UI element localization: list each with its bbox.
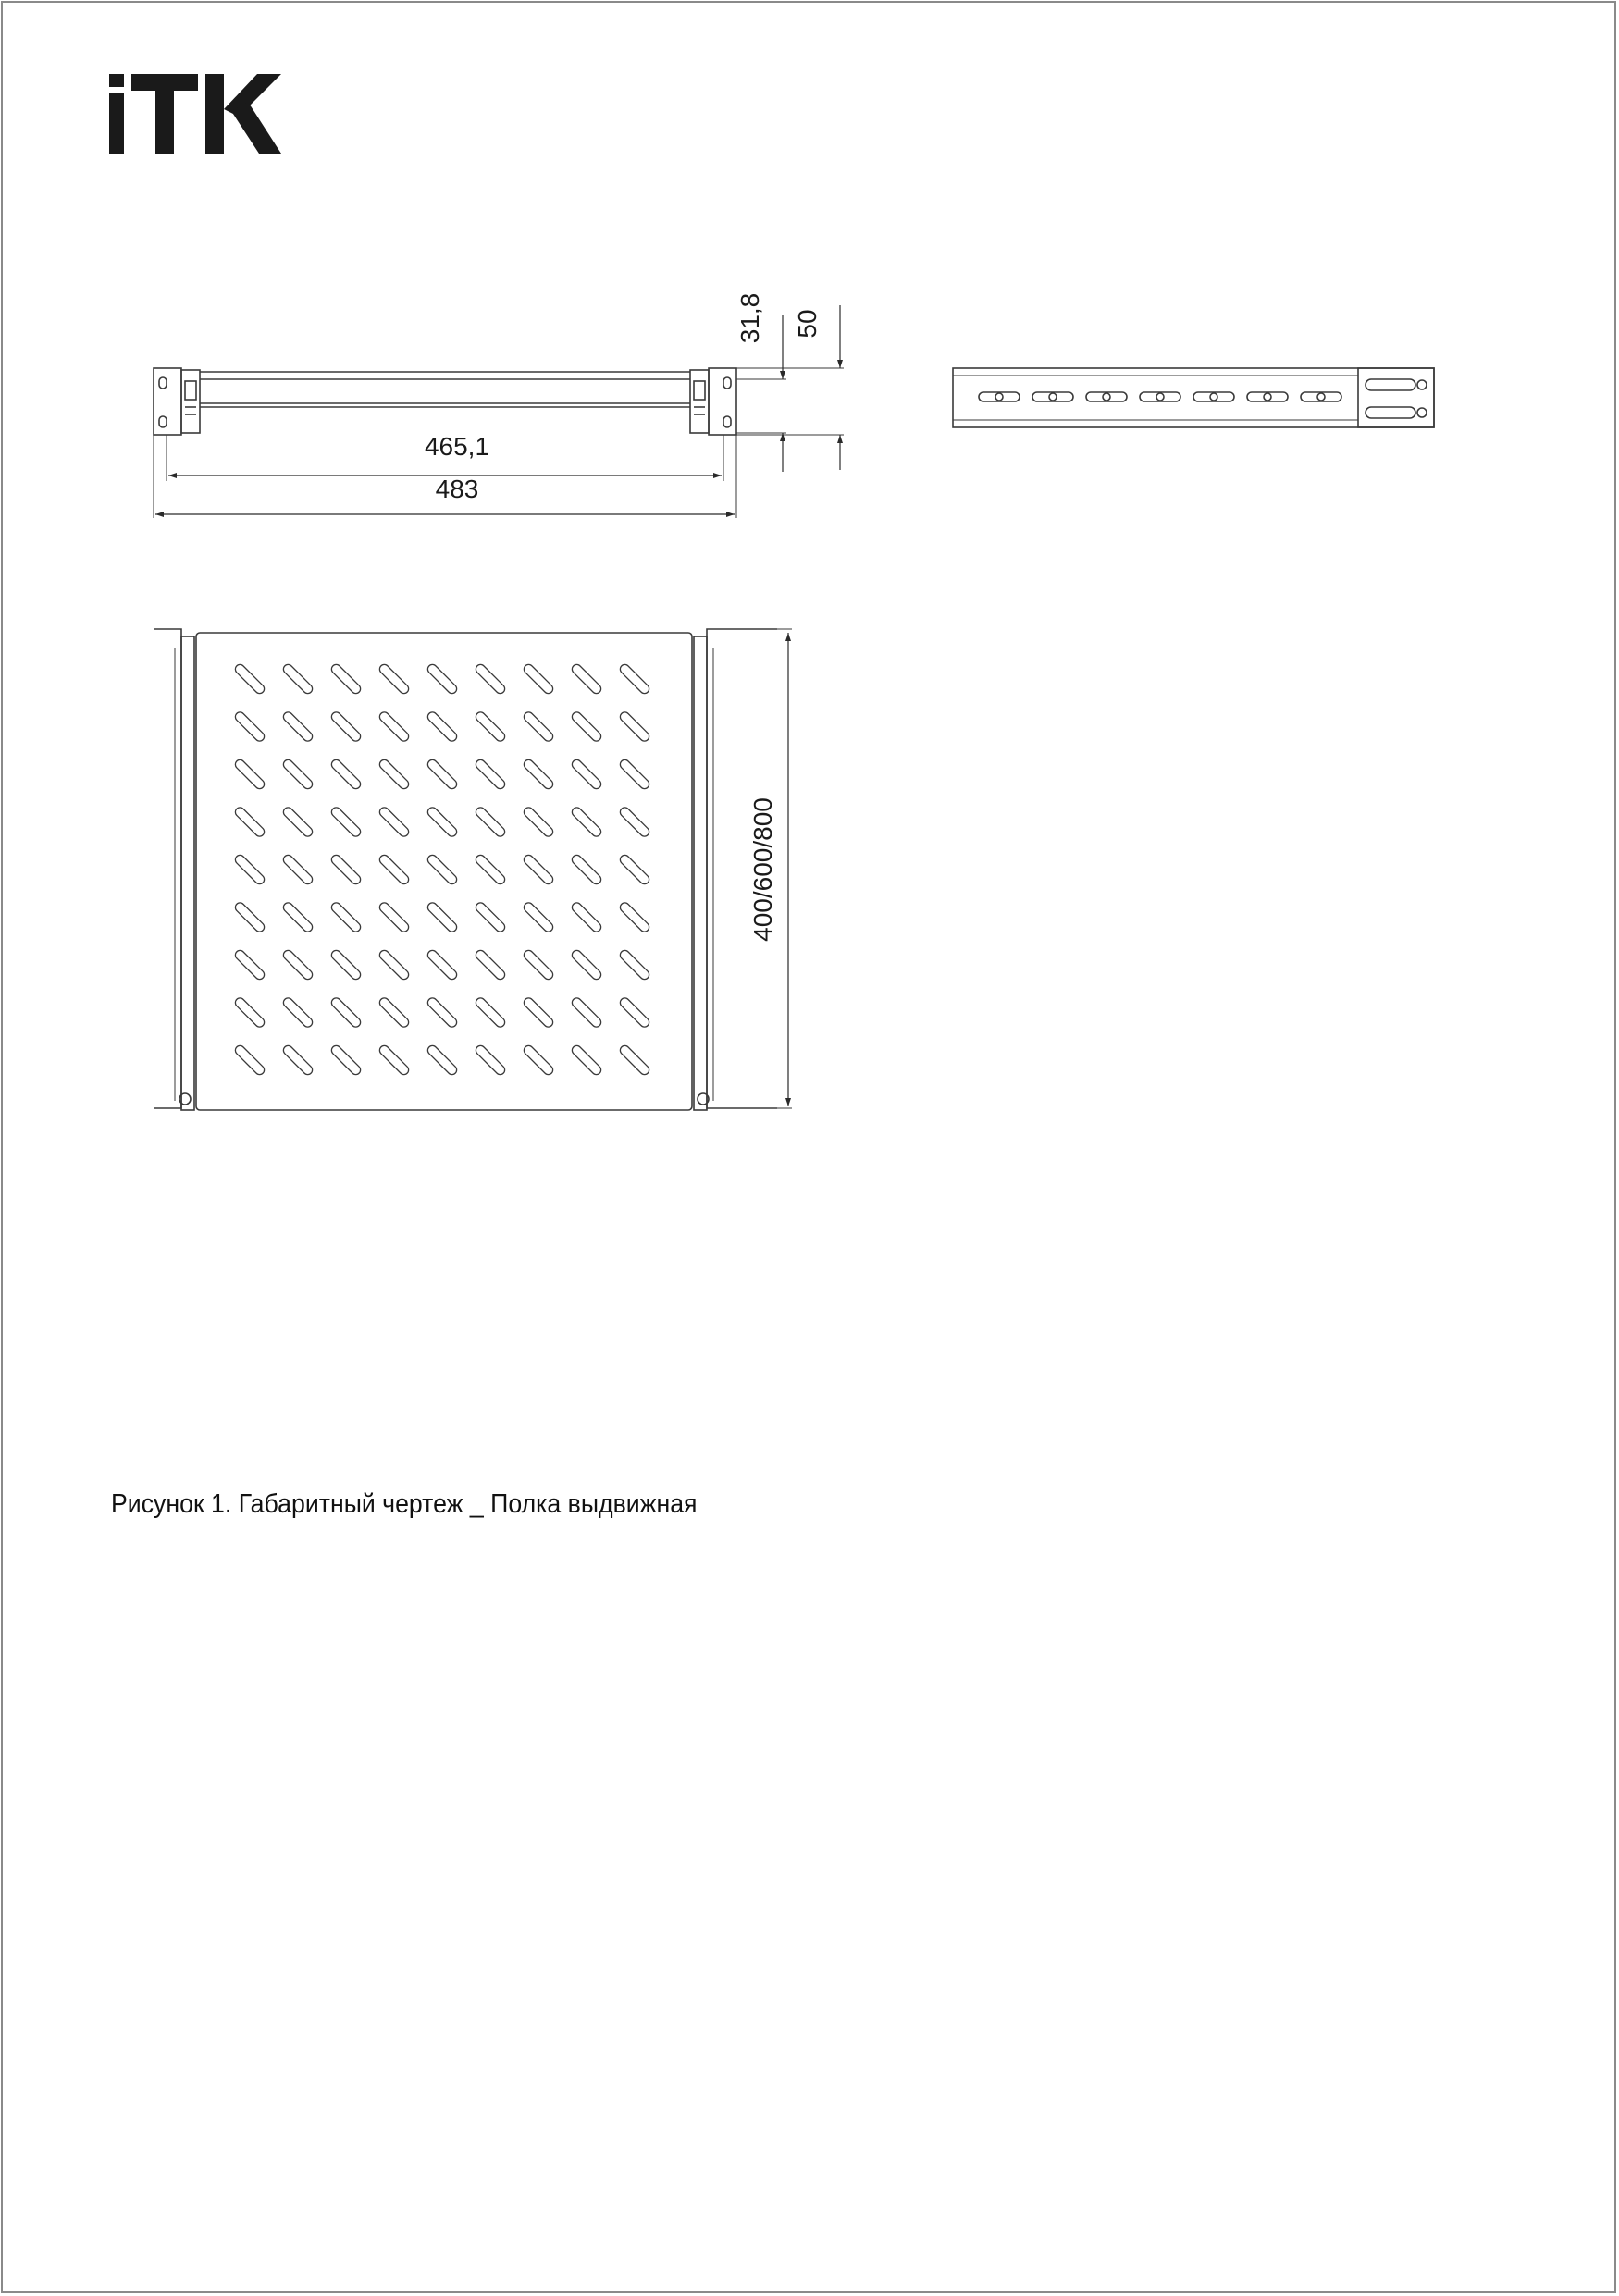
vent-slot bbox=[426, 806, 458, 838]
vent-slot bbox=[377, 948, 410, 981]
vent-slot bbox=[281, 853, 314, 885]
figure-caption: Рисунок 1. Габаритный чертеж _ Полка выдвижная bbox=[111, 1489, 698, 1519]
vent-slot bbox=[377, 710, 410, 743]
top-left-slide bbox=[181, 636, 194, 1110]
vent-slot bbox=[570, 806, 602, 838]
vent-slot bbox=[570, 710, 602, 743]
rail-front-slot-top bbox=[1366, 379, 1415, 390]
rail-screw-top bbox=[1417, 380, 1427, 389]
vent-slot bbox=[377, 806, 410, 838]
right-slide-latch bbox=[694, 381, 705, 400]
vent-slot bbox=[426, 710, 458, 743]
vent-slot bbox=[426, 901, 458, 933]
vent-slot bbox=[474, 901, 506, 933]
front-view bbox=[154, 368, 844, 518]
vent-slot bbox=[618, 901, 650, 933]
vent-slot bbox=[329, 710, 362, 743]
vent-slot bbox=[570, 948, 602, 981]
rail-slot-rivet bbox=[1317, 393, 1325, 401]
vent-slot bbox=[281, 758, 314, 790]
vent-slot bbox=[474, 710, 506, 743]
vent-slot bbox=[474, 853, 506, 885]
dimension-outer-width: 483 bbox=[435, 475, 479, 503]
vent-slot bbox=[474, 662, 506, 695]
vent-slot bbox=[281, 948, 314, 981]
vent-slot bbox=[522, 996, 554, 1029]
shelf-plate bbox=[196, 633, 692, 1110]
vent-slot bbox=[474, 996, 506, 1029]
vent-slot bbox=[329, 996, 362, 1029]
vent-slot bbox=[377, 662, 410, 695]
dimension-outer-height: 50 bbox=[793, 309, 822, 339]
left-ear-hole-top bbox=[159, 377, 167, 389]
vent-slot bbox=[426, 758, 458, 790]
vent-slot bbox=[233, 996, 266, 1029]
left-slide-latch bbox=[185, 381, 196, 400]
vent-slot bbox=[618, 710, 650, 743]
left-slide bbox=[181, 370, 200, 433]
vent-slot bbox=[522, 901, 554, 933]
vent-slot bbox=[281, 710, 314, 743]
vent-slot bbox=[281, 996, 314, 1029]
vent-slot bbox=[474, 1043, 506, 1076]
vent-slot bbox=[329, 758, 362, 790]
vent-slot bbox=[426, 1043, 458, 1076]
vent-slot bbox=[522, 758, 554, 790]
vent-slot bbox=[426, 948, 458, 981]
rail-slot-rivet bbox=[1103, 393, 1110, 401]
vent-slot bbox=[522, 948, 554, 981]
top-view bbox=[154, 629, 792, 1110]
vent-slot bbox=[618, 758, 650, 790]
vent-slot bbox=[570, 901, 602, 933]
dimension-inner-width: 465,1 bbox=[424, 432, 490, 461]
vent-slot bbox=[233, 662, 266, 695]
vent-slot bbox=[281, 662, 314, 695]
vent-slot bbox=[233, 948, 266, 981]
dimension-inner-height: 31,8 bbox=[735, 292, 764, 344]
vent-slot bbox=[281, 1043, 314, 1076]
vent-slot bbox=[522, 853, 554, 885]
side-view-rail bbox=[953, 368, 1434, 427]
vent-slot bbox=[377, 901, 410, 933]
vent-slot bbox=[618, 948, 650, 981]
vent-slot bbox=[233, 758, 266, 790]
vent-slot bbox=[570, 853, 602, 885]
right-ear-hole-top bbox=[723, 377, 731, 389]
rail-slot-rivet bbox=[1049, 393, 1057, 401]
vent-slot bbox=[377, 758, 410, 790]
rail-slots bbox=[979, 392, 1341, 401]
vent-slot bbox=[474, 806, 506, 838]
right-slide bbox=[690, 370, 709, 433]
vent-slot bbox=[618, 853, 650, 885]
vent-slot bbox=[377, 1043, 410, 1076]
vent-slot bbox=[329, 806, 362, 838]
vent-slot bbox=[522, 662, 554, 695]
left-mounting-ear bbox=[154, 368, 181, 435]
vent-slot bbox=[329, 1043, 362, 1076]
rail-screw-bottom bbox=[1417, 408, 1427, 417]
vent-slot bbox=[570, 996, 602, 1029]
right-mounting-ear bbox=[709, 368, 736, 435]
vent-slot bbox=[281, 901, 314, 933]
vent-slot bbox=[233, 806, 266, 838]
vent-slot bbox=[570, 758, 602, 790]
vent-slot bbox=[474, 948, 506, 981]
vent-slot bbox=[474, 758, 506, 790]
right-ear-hole-bottom bbox=[723, 416, 731, 427]
vent-slot bbox=[329, 901, 362, 933]
vent-slot bbox=[426, 853, 458, 885]
vent-slot bbox=[233, 901, 266, 933]
vent-slot bbox=[329, 948, 362, 981]
rail-slot-rivet bbox=[1264, 393, 1271, 401]
vent-slot bbox=[281, 806, 314, 838]
rail-front-slot-bottom bbox=[1366, 407, 1415, 418]
vent-slots bbox=[233, 662, 650, 1076]
top-left-ear bbox=[154, 629, 181, 1108]
vent-slot bbox=[522, 710, 554, 743]
dimension-depth: 400/600/800 bbox=[748, 797, 777, 942]
vent-slot bbox=[618, 996, 650, 1029]
rail-slot-rivet bbox=[1210, 393, 1217, 401]
vent-slot bbox=[329, 853, 362, 885]
vent-slot bbox=[618, 806, 650, 838]
vent-slot bbox=[377, 853, 410, 885]
vent-slot bbox=[233, 1043, 266, 1076]
vent-slot bbox=[522, 1043, 554, 1076]
vent-slot bbox=[377, 996, 410, 1029]
rail-slot-rivet bbox=[995, 393, 1003, 401]
vent-slot bbox=[570, 662, 602, 695]
vent-slot bbox=[329, 662, 362, 695]
vent-slot bbox=[618, 662, 650, 695]
vent-slot bbox=[233, 853, 266, 885]
vent-slot bbox=[426, 996, 458, 1029]
vent-slot bbox=[233, 710, 266, 743]
rail-slot-rivet bbox=[1156, 393, 1164, 401]
vent-slot bbox=[522, 806, 554, 838]
vent-slot bbox=[570, 1043, 602, 1076]
left-ear-hole-bottom bbox=[159, 416, 167, 427]
top-right-slide bbox=[694, 636, 707, 1110]
vent-slot bbox=[426, 662, 458, 695]
vent-slot bbox=[618, 1043, 650, 1076]
